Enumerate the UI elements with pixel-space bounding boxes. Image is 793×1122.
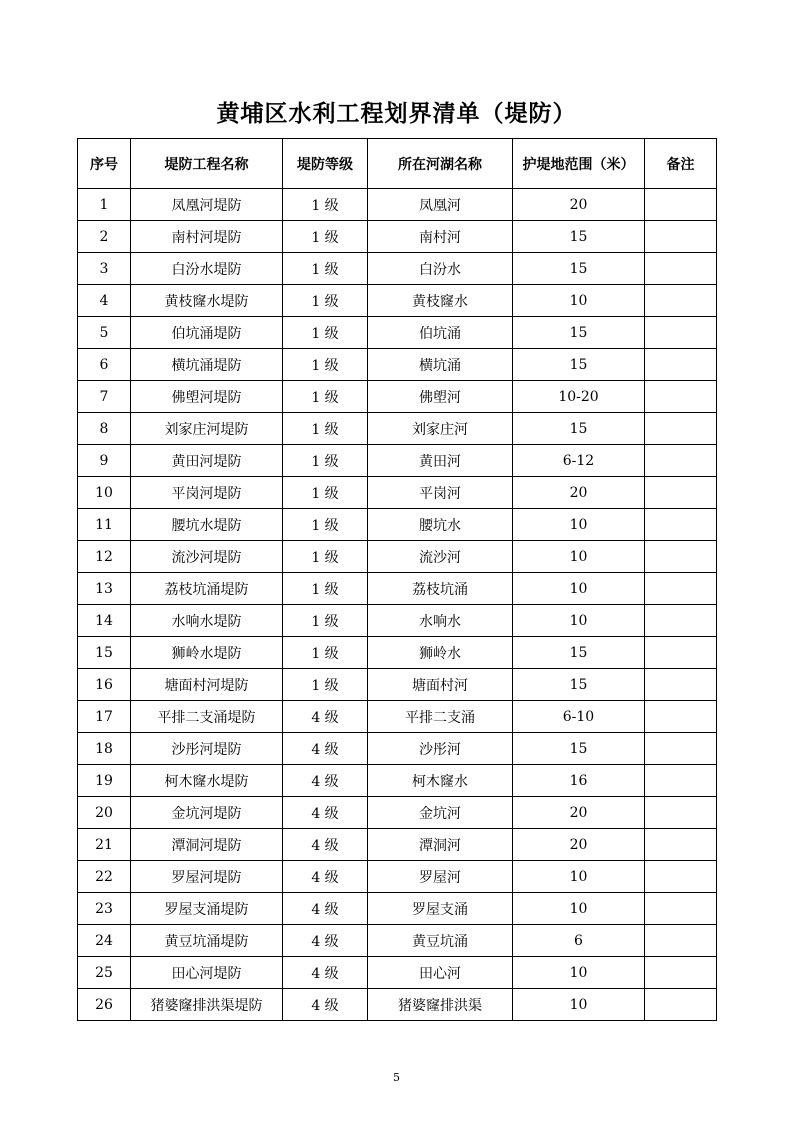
table-row bbox=[78, 381, 717, 413]
table-header-row bbox=[78, 139, 717, 189]
cell-protection-range: 10 bbox=[513, 957, 645, 989]
cell-protection-range: 6-10 bbox=[513, 701, 645, 733]
cell-embankment-name: 潭洞河堤防 bbox=[131, 829, 283, 861]
cell-note bbox=[645, 445, 717, 477]
cell-index: 9 bbox=[78, 445, 131, 477]
table-row bbox=[78, 221, 717, 253]
cell-note bbox=[645, 989, 717, 1021]
cell-grade: 1 级 bbox=[283, 253, 368, 285]
table-row bbox=[78, 413, 717, 445]
table-row bbox=[78, 669, 717, 701]
cell-index: 15 bbox=[78, 637, 131, 669]
cell-embankment-name: 腰坑水堤防 bbox=[131, 509, 283, 541]
col-header-river: 所在河湖名称 bbox=[368, 139, 513, 189]
cell-note bbox=[645, 381, 717, 413]
table-row bbox=[78, 637, 717, 669]
cell-river-name: 田心河 bbox=[368, 957, 513, 989]
cell-protection-range: 10-20 bbox=[513, 381, 645, 413]
cell-protection-range: 15 bbox=[513, 637, 645, 669]
cell-river-name: 佛塱河 bbox=[368, 381, 513, 413]
cell-embankment-name: 柯木窿水堤防 bbox=[131, 765, 283, 797]
cell-index: 16 bbox=[78, 669, 131, 701]
cell-protection-range: 10 bbox=[513, 573, 645, 605]
cell-embankment-name: 塘面村河堤防 bbox=[131, 669, 283, 701]
cell-river-name: 金坑河 bbox=[368, 797, 513, 829]
table-row bbox=[78, 349, 717, 381]
table-row bbox=[78, 957, 717, 989]
cell-grade: 1 级 bbox=[283, 317, 368, 349]
table-row bbox=[78, 509, 717, 541]
cell-river-name: 水响水 bbox=[368, 605, 513, 637]
cell-note bbox=[645, 797, 717, 829]
cell-note bbox=[645, 733, 717, 765]
table-body bbox=[78, 189, 717, 1021]
cell-index: 13 bbox=[78, 573, 131, 605]
cell-protection-range: 15 bbox=[513, 221, 645, 253]
cell-note bbox=[645, 221, 717, 253]
cell-note bbox=[645, 189, 717, 221]
cell-grade: 1 级 bbox=[283, 221, 368, 253]
cell-note bbox=[645, 541, 717, 573]
table-row bbox=[78, 701, 717, 733]
cell-grade: 1 级 bbox=[283, 189, 368, 221]
cell-index: 24 bbox=[78, 925, 131, 957]
cell-river-name: 黄豆坑涌 bbox=[368, 925, 513, 957]
cell-protection-range: 15 bbox=[513, 349, 645, 381]
cell-note bbox=[645, 509, 717, 541]
cell-index: 10 bbox=[78, 477, 131, 509]
cell-grade: 1 级 bbox=[283, 669, 368, 701]
cell-protection-range: 10 bbox=[513, 861, 645, 893]
cell-river-name: 沙彤河 bbox=[368, 733, 513, 765]
cell-embankment-name: 金坑河堤防 bbox=[131, 797, 283, 829]
table-row bbox=[78, 605, 717, 637]
cell-protection-range: 20 bbox=[513, 189, 645, 221]
cell-embankment-name: 猪婆窿排洪渠堤防 bbox=[131, 989, 283, 1021]
cell-river-name: 流沙河 bbox=[368, 541, 513, 573]
cell-index: 26 bbox=[78, 989, 131, 1021]
cell-note bbox=[645, 349, 717, 381]
cell-index: 23 bbox=[78, 893, 131, 925]
cell-note bbox=[645, 701, 717, 733]
cell-river-name: 南村河 bbox=[368, 221, 513, 253]
cell-index: 3 bbox=[78, 253, 131, 285]
table-row bbox=[78, 445, 717, 477]
table-row bbox=[78, 797, 717, 829]
cell-note bbox=[645, 605, 717, 637]
table-row bbox=[78, 925, 717, 957]
col-header-grade: 堤防等级 bbox=[283, 139, 368, 189]
cell-embankment-name: 水响水堤防 bbox=[131, 605, 283, 637]
cell-embankment-name: 南村河堤防 bbox=[131, 221, 283, 253]
cell-grade: 4 级 bbox=[283, 893, 368, 925]
cell-grade: 4 级 bbox=[283, 957, 368, 989]
cell-protection-range: 15 bbox=[513, 253, 645, 285]
cell-index: 1 bbox=[78, 189, 131, 221]
cell-river-name: 平排二支涌 bbox=[368, 701, 513, 733]
table-row bbox=[78, 573, 717, 605]
table-row bbox=[78, 861, 717, 893]
cell-river-name: 荔枝坑涌 bbox=[368, 573, 513, 605]
table-row bbox=[78, 189, 717, 221]
cell-protection-range: 15 bbox=[513, 733, 645, 765]
col-header-note: 备注 bbox=[645, 139, 717, 189]
cell-index: 4 bbox=[78, 285, 131, 317]
cell-grade: 1 级 bbox=[283, 573, 368, 605]
cell-grade: 1 级 bbox=[283, 445, 368, 477]
cell-index: 17 bbox=[78, 701, 131, 733]
table-row bbox=[78, 989, 717, 1021]
cell-embankment-name: 佛塱河堤防 bbox=[131, 381, 283, 413]
cell-grade: 1 级 bbox=[283, 541, 368, 573]
cell-note bbox=[645, 317, 717, 349]
cell-note bbox=[645, 893, 717, 925]
cell-protection-range: 10 bbox=[513, 893, 645, 925]
cell-river-name: 黄田河 bbox=[368, 445, 513, 477]
cell-embankment-name: 伯坑涌堤防 bbox=[131, 317, 283, 349]
cell-protection-range: 6-12 bbox=[513, 445, 645, 477]
cell-index: 20 bbox=[78, 797, 131, 829]
cell-note bbox=[645, 765, 717, 797]
cell-protection-range: 15 bbox=[513, 413, 645, 445]
table-row bbox=[78, 765, 717, 797]
cell-grade: 1 级 bbox=[283, 381, 368, 413]
cell-river-name: 罗屋河 bbox=[368, 861, 513, 893]
cell-embankment-name: 沙彤河堤防 bbox=[131, 733, 283, 765]
cell-grade: 1 级 bbox=[283, 477, 368, 509]
cell-embankment-name: 流沙河堤防 bbox=[131, 541, 283, 573]
cell-grade: 4 级 bbox=[283, 861, 368, 893]
cell-river-name: 腰坑水 bbox=[368, 509, 513, 541]
cell-grade: 1 级 bbox=[283, 637, 368, 669]
table-row bbox=[78, 477, 717, 509]
cell-grade: 1 级 bbox=[283, 509, 368, 541]
cell-index: 8 bbox=[78, 413, 131, 445]
cell-river-name: 刘家庄河 bbox=[368, 413, 513, 445]
cell-protection-range: 10 bbox=[513, 989, 645, 1021]
cell-river-name: 柯木窿水 bbox=[368, 765, 513, 797]
cell-embankment-name: 凤凰河堤防 bbox=[131, 189, 283, 221]
cell-index: 6 bbox=[78, 349, 131, 381]
cell-index: 22 bbox=[78, 861, 131, 893]
cell-protection-range: 10 bbox=[513, 285, 645, 317]
cell-index: 25 bbox=[78, 957, 131, 989]
cell-protection-range: 15 bbox=[513, 669, 645, 701]
cell-note bbox=[645, 477, 717, 509]
table-row bbox=[78, 285, 717, 317]
cell-river-name: 伯坑涌 bbox=[368, 317, 513, 349]
document-title: 黄埔区水利工程划界清单（堤防） bbox=[216, 100, 577, 127]
col-header-range: 护堤地范围（米） bbox=[513, 139, 645, 189]
cell-embankment-name: 平岗河堤防 bbox=[131, 477, 283, 509]
cell-grade: 1 级 bbox=[283, 605, 368, 637]
cell-embankment-name: 黄豆坑涌堤防 bbox=[131, 925, 283, 957]
col-header-index: 序号 bbox=[78, 139, 131, 189]
cell-grade: 4 级 bbox=[283, 989, 368, 1021]
cell-note bbox=[645, 957, 717, 989]
cell-river-name: 塘面村河 bbox=[368, 669, 513, 701]
cell-protection-range: 20 bbox=[513, 477, 645, 509]
cell-index: 19 bbox=[78, 765, 131, 797]
table-row bbox=[78, 253, 717, 285]
cell-embankment-name: 荔枝坑涌堤防 bbox=[131, 573, 283, 605]
cell-embankment-name: 黄枝窿水堤防 bbox=[131, 285, 283, 317]
cell-note bbox=[645, 829, 717, 861]
cell-protection-range: 10 bbox=[513, 541, 645, 573]
cell-embankment-name: 横坑涌堤防 bbox=[131, 349, 283, 381]
cell-protection-range: 20 bbox=[513, 797, 645, 829]
cell-river-name: 罗屋支涌 bbox=[368, 893, 513, 925]
page-number: 5 bbox=[393, 1071, 400, 1084]
cell-note bbox=[645, 573, 717, 605]
cell-note bbox=[645, 413, 717, 445]
cell-river-name: 平岗河 bbox=[368, 477, 513, 509]
cell-embankment-name: 田心河堤防 bbox=[131, 957, 283, 989]
cell-protection-range: 6 bbox=[513, 925, 645, 957]
embankment-table bbox=[77, 138, 717, 1021]
cell-grade: 4 级 bbox=[283, 733, 368, 765]
cell-index: 12 bbox=[78, 541, 131, 573]
cell-note bbox=[645, 925, 717, 957]
cell-grade: 4 级 bbox=[283, 765, 368, 797]
cell-note bbox=[645, 285, 717, 317]
cell-embankment-name: 白汾水堤防 bbox=[131, 253, 283, 285]
cell-embankment-name: 刘家庄河堤防 bbox=[131, 413, 283, 445]
cell-protection-range: 15 bbox=[513, 317, 645, 349]
cell-index: 18 bbox=[78, 733, 131, 765]
cell-river-name: 猪婆窿排洪渠 bbox=[368, 989, 513, 1021]
cell-index: 2 bbox=[78, 221, 131, 253]
cell-index: 21 bbox=[78, 829, 131, 861]
cell-river-name: 狮岭水 bbox=[368, 637, 513, 669]
cell-embankment-name: 平排二支涌堤防 bbox=[131, 701, 283, 733]
cell-river-name: 白汾水 bbox=[368, 253, 513, 285]
cell-grade: 4 级 bbox=[283, 797, 368, 829]
cell-protection-range: 20 bbox=[513, 829, 645, 861]
cell-protection-range: 10 bbox=[513, 605, 645, 637]
cell-index: 11 bbox=[78, 509, 131, 541]
cell-protection-range: 10 bbox=[513, 509, 645, 541]
cell-index: 7 bbox=[78, 381, 131, 413]
table-row bbox=[78, 317, 717, 349]
table-row bbox=[78, 541, 717, 573]
cell-index: 5 bbox=[78, 317, 131, 349]
cell-river-name: 横坑涌 bbox=[368, 349, 513, 381]
cell-embankment-name: 罗屋河堤防 bbox=[131, 861, 283, 893]
cell-grade: 1 级 bbox=[283, 349, 368, 381]
cell-embankment-name: 狮岭水堤防 bbox=[131, 637, 283, 669]
cell-river-name: 凤凰河 bbox=[368, 189, 513, 221]
cell-note bbox=[645, 637, 717, 669]
table-row bbox=[78, 829, 717, 861]
col-header-name: 堤防工程名称 bbox=[131, 139, 283, 189]
cell-index: 14 bbox=[78, 605, 131, 637]
cell-embankment-name: 黄田河堤防 bbox=[131, 445, 283, 477]
table-row bbox=[78, 733, 717, 765]
cell-note bbox=[645, 861, 717, 893]
cell-grade: 1 级 bbox=[283, 413, 368, 445]
cell-river-name: 黄枝窿水 bbox=[368, 285, 513, 317]
cell-grade: 4 级 bbox=[283, 701, 368, 733]
cell-grade: 4 级 bbox=[283, 925, 368, 957]
cell-river-name: 潭洞河 bbox=[368, 829, 513, 861]
cell-embankment-name: 罗屋支涌堤防 bbox=[131, 893, 283, 925]
cell-protection-range: 16 bbox=[513, 765, 645, 797]
cell-grade: 4 级 bbox=[283, 829, 368, 861]
cell-note bbox=[645, 669, 717, 701]
cell-grade: 1 级 bbox=[283, 285, 368, 317]
table-row bbox=[78, 893, 717, 925]
cell-note bbox=[645, 253, 717, 285]
